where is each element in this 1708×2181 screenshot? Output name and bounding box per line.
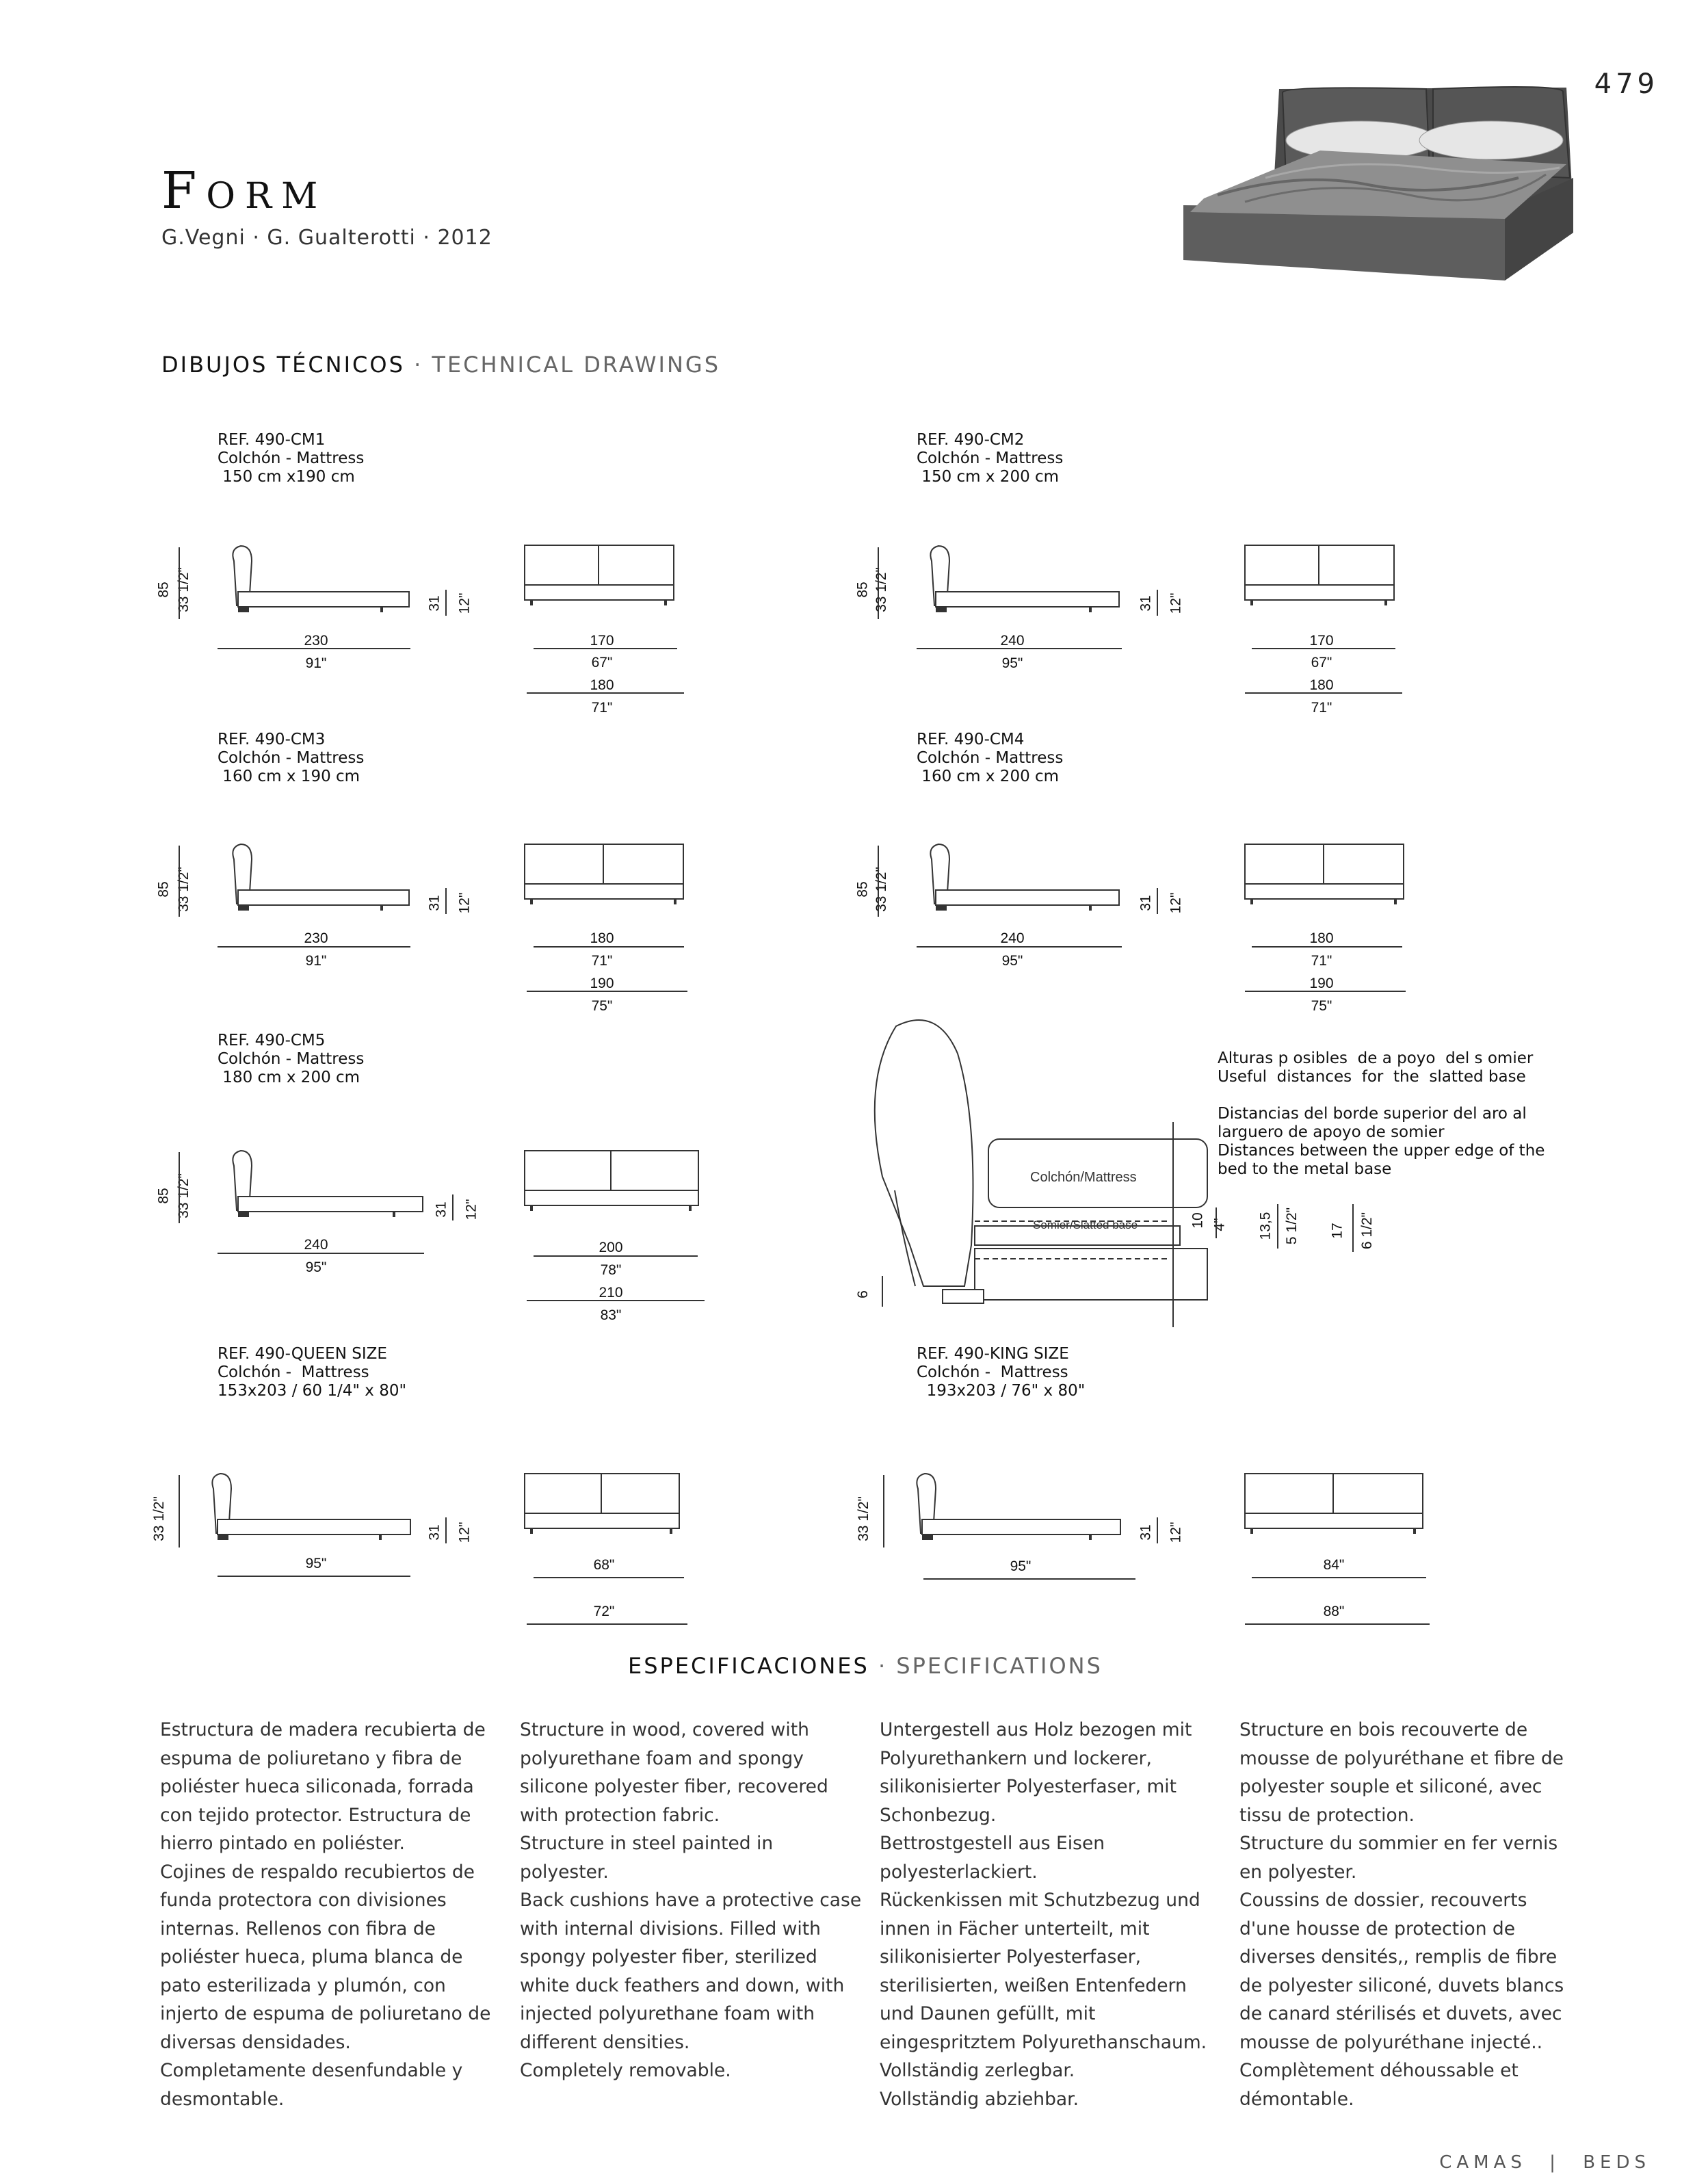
- length-cm: 240: [1000, 930, 1025, 946]
- spec-paragraph: Vollständig zerlegbar.: [880, 2060, 1075, 2081]
- foot-height-cm: 6: [854, 1290, 871, 1298]
- inner-cm: 170: [1309, 633, 1334, 649]
- inner-in: 71": [591, 953, 613, 969]
- spec-paragraph: Completely removable.: [520, 2060, 731, 2081]
- inner-in: 68": [593, 1557, 615, 1573]
- inner-cm: 180: [1309, 930, 1334, 946]
- frame-cm: 31: [426, 1524, 443, 1541]
- footer-category: [1439, 2152, 1651, 2173]
- height-in: 33 1/2": [873, 867, 889, 912]
- support-h1-in: 4": [1211, 1218, 1228, 1231]
- length-in: 95": [305, 1259, 327, 1275]
- height-in: 33 1/2": [855, 1496, 871, 1541]
- inner-cm: 200: [599, 1240, 623, 1255]
- inner-cm: 180: [590, 930, 614, 946]
- height-in: 33 1/2": [175, 1173, 192, 1218]
- spec-column-es: [160, 1716, 502, 2113]
- frame-in: 12": [1168, 592, 1184, 614]
- length-in: 95": [1001, 655, 1023, 671]
- spec-paragraph: Structure du sommier en fer vernis en polyester.: [1239, 1833, 1558, 1883]
- ref-code: REF. 490-KING SIZE: [917, 1345, 1069, 1363]
- footer-separator: |: [1549, 2152, 1560, 2173]
- length-in: 95": [1001, 953, 1023, 969]
- frame-in: 12": [456, 1522, 473, 1543]
- frame-in: 12": [1168, 892, 1184, 914]
- height-cm: 85: [155, 1188, 172, 1204]
- outer-cm: 180: [1309, 677, 1334, 693]
- spec-paragraph: Rückenkissen mit Schutzbezug und innen in Fächer unterteilt, mit silikonisierter Polyesterfaser, sterilisierten, weißen Entenfedern und Daunen gefüllt, mit eingespritztem Polyurethanschaum.: [880, 1890, 1207, 2053]
- height-in: 33 1/2": [175, 567, 192, 612]
- ref-mattress: Colchón - Mattress: [218, 1050, 365, 1068]
- ref-code: REF. 490-CM4: [917, 731, 1025, 748]
- ref-mattress: Colchón - Mattress: [917, 749, 1064, 767]
- outer-in: 75": [591, 998, 613, 1014]
- length-in: 91": [305, 953, 327, 969]
- length-in: 91": [305, 655, 327, 671]
- frame-cm: 31: [426, 895, 443, 911]
- specifications-title: [628, 1653, 1103, 1679]
- outer-in: 71": [591, 700, 613, 716]
- note-line: Distancias del borde superior del aro al: [1218, 1105, 1527, 1123]
- spec-paragraph: Coussins de dossier, recouverts d'une housse de protection de diverses densités,, remplis de fibre de polyester siliconé, duvets blancs de canard stérilisés et duvets, avec mousse de polyuréthane injecté..: [1239, 1890, 1564, 2053]
- ref-mattress: Colchón - Mattress: [917, 1363, 1068, 1381]
- outer-cm: 210: [599, 1285, 623, 1301]
- outer-in: 88": [1323, 1604, 1345, 1619]
- specifications-title-es: ESPECIFICACIONES: [628, 1653, 869, 1679]
- spec-paragraph: Structure in steel painted in polyester.: [520, 1833, 774, 1883]
- ref-mattress: Colchón - Mattress: [218, 1363, 369, 1381]
- frame-cm: 31: [1138, 1524, 1154, 1541]
- inner-in: 84": [1323, 1557, 1345, 1573]
- footer-category-en: BEDS: [1583, 2152, 1651, 2173]
- product-title: Form: [161, 161, 328, 220]
- spec-paragraph: Bettrostgestell aus Eisen polyesterlackiert.: [880, 1833, 1105, 1883]
- length-in: 95": [305, 1556, 327, 1571]
- frame-cm: 31: [426, 595, 443, 612]
- height-in: 33 1/2": [150, 1496, 167, 1541]
- spec-paragraph: Back cushions have a protective case with internal divisions. Filled with spongy polyester fiber, sterilized white duck feathers and down, with injected polyurethane foam with different densities.: [520, 1890, 862, 2053]
- outer-cm: 190: [1309, 976, 1334, 991]
- outer-in: 71": [1311, 700, 1332, 716]
- ref-size: 153x203 / 60 1/4" x 80": [218, 1382, 407, 1400]
- ref-mattress: Colchón - Mattress: [218, 749, 365, 767]
- support-h3-cm: 17: [1329, 1223, 1345, 1239]
- page-number: 479: [1594, 68, 1659, 100]
- designer-credit: G.Vegni · G. Gualterotti · 2012: [161, 226, 492, 250]
- specifications-title-en: SPECIFICATIONS: [896, 1653, 1103, 1679]
- frame-in: 12": [456, 892, 473, 914]
- frame-cm: 31: [433, 1201, 449, 1218]
- outer-in: 72": [593, 1604, 615, 1619]
- support-h2-in: 5 1/2": [1284, 1207, 1300, 1245]
- frame-in: 12": [1168, 1522, 1184, 1543]
- inner-in: 67": [591, 655, 613, 670]
- title-separator: ·: [414, 352, 423, 378]
- ref-code: REF. 490-CM1: [218, 431, 326, 449]
- spec-paragraph: Complètement déhoussable et démontable.: [1239, 2060, 1519, 2110]
- spec-paragraph: Structure in wood, covered with polyurethane foam and spongy silicone polyester fiber, recovered with protection fabric.: [520, 1719, 828, 1826]
- spec-paragraph: Structure en bois recouverte de mousse de polyuréthane et fibre de polyester souple et siliconé, avec tissu de protection.: [1239, 1719, 1564, 1826]
- ref-size: 150 cm x190 cm: [218, 468, 355, 486]
- height-cm: 85: [155, 582, 172, 598]
- spec-paragraph: Completamente desenfundable y desmontable.: [160, 2060, 463, 2110]
- ref-code: REF. 490-CM2: [917, 431, 1025, 449]
- note-line: Distances between the upper edge of the: [1218, 1142, 1545, 1160]
- inner-in: 67": [1311, 655, 1332, 670]
- height-cm: 85: [155, 881, 172, 898]
- ref-mattress: Colchón - Mattress: [218, 449, 365, 467]
- outer-in: 75": [1311, 998, 1332, 1014]
- length-cm: 240: [1000, 633, 1025, 649]
- inner-in: 71": [1311, 953, 1332, 969]
- ref-code: REF. 490-QUEEN SIZE: [218, 1345, 387, 1363]
- title-separator: ·: [878, 1653, 888, 1679]
- ref-code: REF. 490-CM3: [218, 731, 326, 748]
- note-line: larguero de apoyo de somier: [1218, 1123, 1445, 1141]
- support-h3-in: 6 1/2": [1359, 1212, 1376, 1250]
- mattress-label: Colchón/Mattress: [1030, 1170, 1137, 1185]
- support-h2-cm: 13,5: [1257, 1212, 1274, 1240]
- inner-cm: 170: [590, 633, 614, 649]
- inner-in: 78": [600, 1262, 622, 1278]
- height-in: 33 1/2": [873, 567, 889, 612]
- ref-size: 160 cm x 200 cm: [917, 768, 1060, 785]
- note-en: Useful distances for the slatted base: [1218, 1068, 1526, 1086]
- spec-paragraph: Vollständig abziehbar.: [880, 2088, 1079, 2110]
- ref-size: 180 cm x 200 cm: [218, 1069, 360, 1086]
- height-cm: 85: [854, 582, 871, 598]
- length-cm: 230: [304, 633, 328, 649]
- frame-in: 12": [463, 1199, 479, 1220]
- spec-paragraph: Untergestell aus Holz bezogen mit Polyurethankern und lockerer, silikonisierter Polyesterfaser, mit Schonbezug.: [880, 1719, 1192, 1826]
- spec-column-en: [520, 1716, 862, 2085]
- length-cm: 230: [304, 930, 328, 946]
- technical-drawings-title-es: DIBUJOS TÉCNICOS: [161, 352, 405, 378]
- spec-column-de: [880, 1716, 1222, 2113]
- ref-size: 150 cm x 200 cm: [917, 468, 1060, 486]
- ref-size: 193x203 / 76" x 80": [917, 1382, 1086, 1400]
- outer-cm: 180: [590, 677, 614, 693]
- length-cm: 240: [304, 1237, 328, 1253]
- support-h1-cm: 10: [1190, 1212, 1206, 1229]
- height-in: 33 1/2": [175, 867, 192, 912]
- height-cm: 85: [854, 881, 871, 898]
- spec-paragraph: Cojines de respaldo recubiertos de funda protectora con divisiones internas. Rellenos con fibra de poliéster hueca, pluma blanca de pato esterilizada y plumón, con injerto de espuma de poliuretano de diversas densidades.: [160, 1861, 491, 2053]
- footer-category-es: CAMAS: [1439, 2152, 1527, 2173]
- ref-code: REF. 490-CM5: [218, 1032, 326, 1049]
- note-line: bed to the metal base: [1218, 1160, 1392, 1178]
- technical-drawings-title-en: TECHNICAL DRAWINGS: [432, 352, 721, 378]
- slatted-base-label: Somier/Slatted base: [1033, 1218, 1138, 1231]
- spec-paragraph: Estructura de madera recubierta de espuma de poliuretano y fibra de poliéster hueca siliconada, forrada con tejido protector. Estructura de hierro pintado en poliéster.: [160, 1719, 486, 1854]
- spec-column-fr: [1239, 1716, 1581, 2113]
- outer-in: 83": [600, 1307, 622, 1323]
- note-es: Alturas p osibles de a poyo del s omier: [1218, 1049, 1534, 1067]
- frame-cm: 31: [1138, 895, 1154, 911]
- ref-mattress: Colchón - Mattress: [917, 449, 1064, 467]
- frame-cm: 31: [1138, 595, 1154, 612]
- outer-cm: 190: [590, 976, 614, 991]
- ref-size: 160 cm x 190 cm: [218, 768, 360, 785]
- length-in: 95": [1010, 1558, 1032, 1574]
- frame-in: 12": [456, 592, 473, 614]
